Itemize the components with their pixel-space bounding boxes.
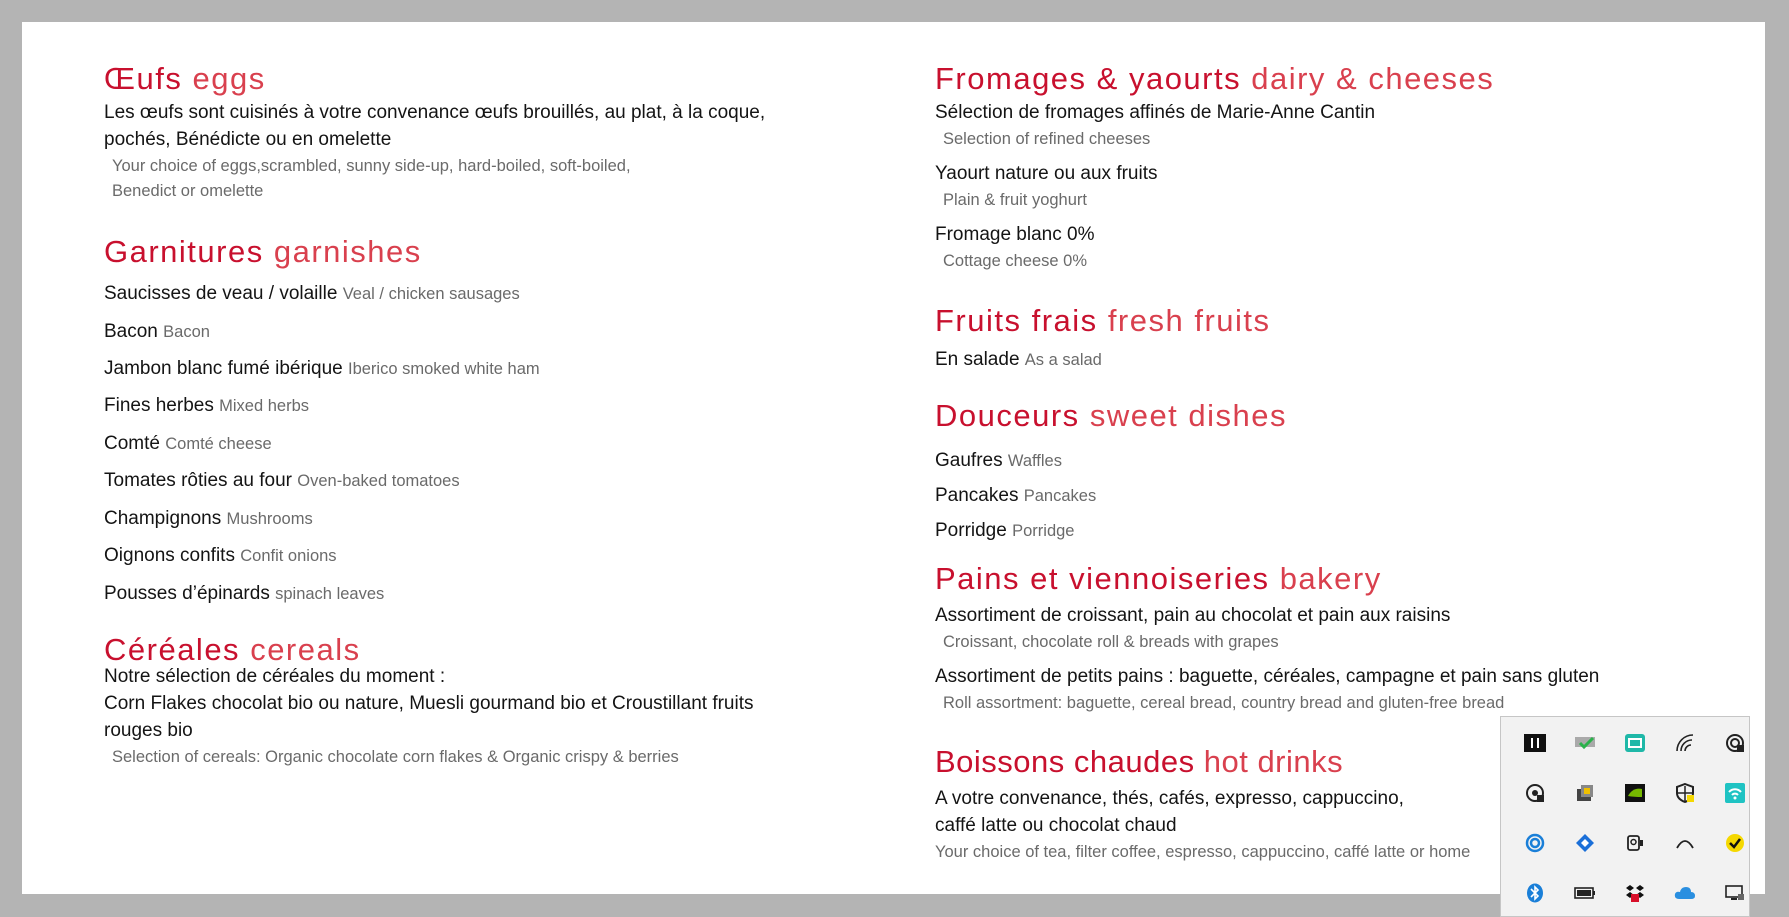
eggs-desc-en-1: Your choice of eggs,scrambled, sunny side-up, hard-boiled, soft-boiled, <box>112 157 631 175</box>
title-en: sweet dishes <box>1089 398 1288 433</box>
vpn-globe-icon[interactable] <box>1723 731 1747 755</box>
section-sweet <box>935 398 1765 541</box>
eggs-desc-fr-2: pochés, Bénédicte ou en omelette <box>104 129 392 150</box>
eggs-desc-en-2: Benedict or omelette <box>112 182 264 200</box>
list-item <box>104 280 520 308</box>
item-en: Comté cheese <box>165 435 272 453</box>
section-dairy <box>935 61 1765 274</box>
storage-icon[interactable] <box>1573 781 1597 805</box>
hotspot-icon[interactable] <box>1723 781 1747 805</box>
title-en: dairy & cheeses <box>1251 61 1495 96</box>
title-en: eggs <box>192 61 266 96</box>
list-item <box>935 447 1062 475</box>
cereals-desc-fr-2: Corn Flakes chocolat bio ou nature, Muesli gourmand bio et Croustillant fruits <box>104 693 754 714</box>
item-fr: Comté <box>104 433 160 454</box>
item-en: spinach leaves <box>275 585 385 603</box>
title-en: hot drinks <box>1203 744 1344 779</box>
norton-check-icon[interactable] <box>1723 831 1747 855</box>
list-item <box>935 482 1096 510</box>
chevron-up-icon[interactable] <box>1673 831 1697 855</box>
dairy-item-fr: Fromage blanc 0% <box>935 224 1095 245</box>
section-title <box>935 561 1765 597</box>
section-cereals <box>104 632 864 770</box>
item-fr: Oignons confits <box>104 545 235 566</box>
dairy-item-en: Cottage cheese 0% <box>943 252 1088 270</box>
section-garnishes <box>104 234 864 604</box>
list-item <box>104 505 313 533</box>
section-eggs <box>104 61 864 204</box>
item-en: As a salad <box>1024 351 1102 369</box>
item-fr: Saucisses de veau / volaille <box>104 283 338 304</box>
teal-window-icon[interactable] <box>1623 731 1647 755</box>
bakery-item-en: Croissant, chocolate roll & breads with grapes <box>943 633 1279 651</box>
drinks-desc-en: Your choice of tea, filter coffee, espresso, cappuccino, caffé latte or home <box>935 843 1471 861</box>
item-fr: Jambon blanc fumé ibérique <box>104 358 343 379</box>
blue-app-icon[interactable] <box>1573 831 1597 855</box>
cereals-desc-fr-3: rouges bio <box>104 720 193 741</box>
battery-icon[interactable] <box>1573 881 1597 905</box>
section-title <box>104 61 864 97</box>
list-item <box>104 318 210 346</box>
bakery-item-fr: Assortiment de petits pains : baguette, céréales, campagne et pain sans gluten <box>935 666 1600 687</box>
bakery-item-en: Roll assortment: baguette, cereal bread, country bread and gluten-free bread <box>943 694 1505 712</box>
section-title <box>104 234 864 270</box>
title-fr: Douceurs <box>935 398 1080 433</box>
display-icon[interactable] <box>1723 881 1747 905</box>
system-tray-overflow <box>1500 716 1750 917</box>
webcam-icon[interactable] <box>1623 831 1647 855</box>
cereals-desc-fr-1: Notre sélection de céréales du moment : <box>104 666 446 687</box>
title-fr: Céréales <box>104 632 241 667</box>
title-fr: Boissons chaudes <box>935 744 1195 779</box>
list-item <box>104 542 337 570</box>
item-fr: Champignons <box>104 508 222 529</box>
title-fr: Fromages & yaourts <box>935 61 1242 96</box>
list-item <box>104 467 460 495</box>
item-en: Veal / chicken sausages <box>342 285 520 303</box>
list-item <box>104 580 384 608</box>
bakery-item-fr: Assortiment de croissant, pain au chocolat et pain aux raisins <box>935 605 1451 626</box>
title-fr: Garnitures <box>104 234 264 269</box>
security-shield-icon[interactable] <box>1673 781 1697 805</box>
bluetooth-icon[interactable] <box>1523 881 1547 905</box>
onedrive-cloud-icon[interactable] <box>1673 881 1697 905</box>
item-fr: Pousses d’épinards <box>104 583 270 604</box>
item-en: Bacon <box>163 323 210 341</box>
item-fr: Bacon <box>104 321 158 342</box>
item-en: Iberico smoked white ham <box>347 360 540 378</box>
section-title <box>935 398 1765 434</box>
dropbox-icon[interactable] <box>1623 881 1647 905</box>
title-en: fresh fruits <box>1107 303 1271 338</box>
item-en: Mushrooms <box>226 510 313 528</box>
item-fr: Gaufres <box>935 450 1003 471</box>
dairy-item-fr: Sélection de fromages affinés de Marie-Anne Cantin <box>935 102 1376 123</box>
item-fr: Porridge <box>935 520 1007 541</box>
title-en: garnishes <box>273 234 422 269</box>
list-item <box>104 392 309 420</box>
drinks-desc-fr-1: A votre convenance, thés, cafés, expresso, cappuccino, <box>935 788 1404 809</box>
item-en: Pancakes <box>1023 487 1097 505</box>
nvidia-icon[interactable] <box>1623 781 1647 805</box>
item-fr: Pancakes <box>935 485 1019 506</box>
section-bakery <box>935 561 1765 716</box>
item-en: Confit onions <box>240 547 337 565</box>
dairy-item-fr: Yaourt nature ou aux fruits <box>935 163 1158 184</box>
eggs-desc-fr-1: Les œufs sont cuisinés à votre convenance œufs brouillés, au plat, à la coque, <box>104 102 766 123</box>
section-title <box>935 303 1765 339</box>
spiral-app-icon[interactable] <box>1523 831 1547 855</box>
title-en: bakery <box>1279 561 1382 596</box>
title-fr: Fruits frais <box>935 303 1098 338</box>
sync-check-icon[interactable] <box>1573 731 1597 755</box>
item-en: Waffles <box>1007 452 1062 470</box>
list-item <box>935 346 1765 374</box>
title-fr: Œufs <box>104 61 183 96</box>
list-item <box>104 355 540 383</box>
list-item <box>104 430 272 458</box>
item-en: Porridge <box>1012 522 1075 540</box>
dairy-item-en: Selection of refined cheeses <box>943 130 1151 148</box>
section-fruits <box>935 303 1765 374</box>
title-fr: Pains et viennoiseries <box>935 561 1270 596</box>
dolby-icon[interactable] <box>1523 731 1547 755</box>
list-item <box>935 517 1074 545</box>
item-en: Oven-baked tomatoes <box>297 472 460 490</box>
dairy-item-en: Plain & fruit yoghurt <box>943 191 1087 209</box>
section-title <box>935 61 1765 97</box>
wifi-icon[interactable] <box>1673 731 1697 755</box>
item-fr: Fines herbes <box>104 395 214 416</box>
network-lock-icon[interactable] <box>1523 781 1547 805</box>
cereals-desc-en: Selection of cereals: Organic chocolate corn flakes & Organic crispy & berries <box>112 748 679 766</box>
item-fr: Tomates rôties au four <box>104 470 292 491</box>
title-en: cereals <box>250 632 361 667</box>
item-fr: En salade <box>935 349 1020 370</box>
drinks-desc-fr-2: caffé latte ou chocolat chaud <box>935 815 1177 836</box>
item-en: Mixed herbs <box>219 397 309 415</box>
